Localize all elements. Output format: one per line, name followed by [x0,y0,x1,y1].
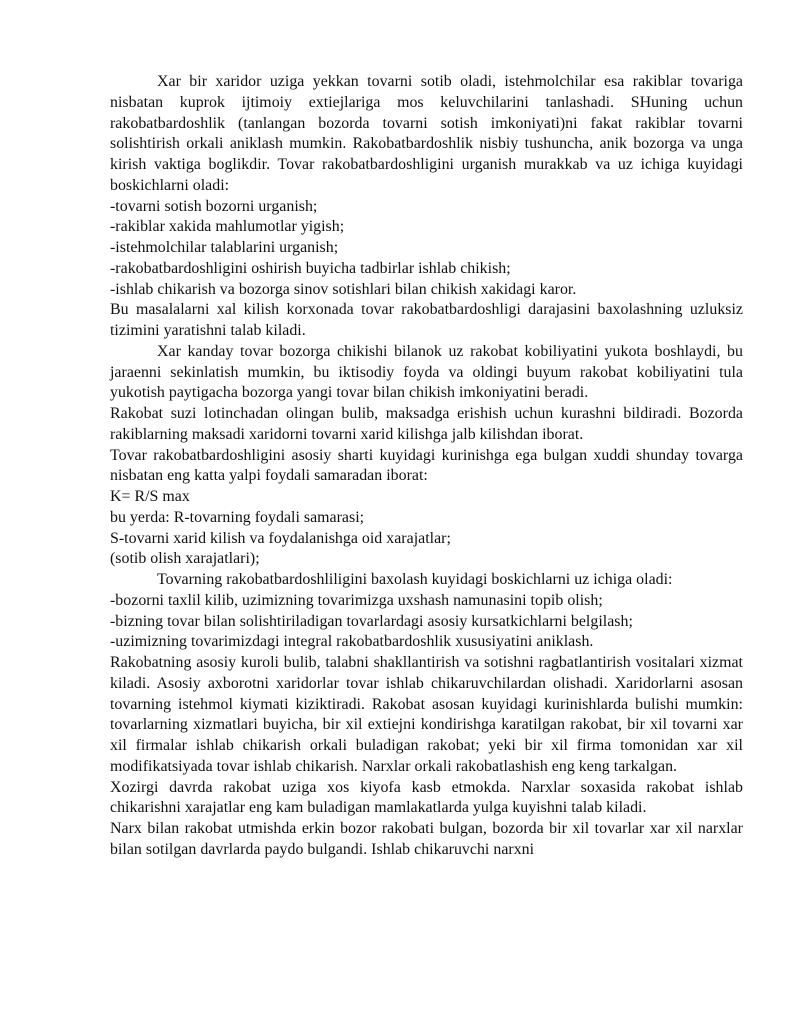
paragraph-8: Xozirgi davrda rakobat uziga xos kiyofa kasb etmokda. Narxlar soxasida rakobat ishlab chikarishni xarajatlar eng kam buladigan mamlakatlarda yulga kuyishni talab kiladi. [110,778,743,817]
definition-line-1: bu yerda: R-tovarning foydali samarasi; [110,508,365,526]
list-item-6: -bozorni taxlil kilib, uzimizning tovarimizga uxshash namunasini topib olish; [110,591,603,609]
list-item-4: -rakobatbardoshligini oshirish buyicha tadbirlar ishlab chikish; [110,259,511,277]
list-item-2: -rakiblar xakida mahlumotlar yigish; [110,218,345,236]
list-item-3: -istehmolchilar talablarini urganish; [110,239,339,256]
paragraph-2: Bu masalalarni xal kilish korxonada tovar rakobatbardoshligi darajasini baxolashning uzluksiz tizimini yaratishni talab kiladi. [110,301,743,339]
definition-line-3: (sotib olish xarajatlari); [110,550,260,568]
document-page [110,72,743,861]
list-item-8: -uzimizning tovarimizdagi integral rakobatbardoshlik xususiyatini aniklash. [110,633,594,651]
list-item-1: -tovarni sotish bozorni urganish; [110,197,318,215]
paragraph-1: Xar bir xaridor uziga yekkan tovarni sotib oladi, istehmolchilar esa rakiblar tovariga nisbatan kuprok ijtimoiy extiejlariga mos keluvchilarini tanlashadi. SHuning uchun rakobatbardoshlik (tanlangan bozorda tovarni sotish imkoniyati)ni fakat rakiblar tovarni solishtirish orkali aniklash mumkin. Rakobatbardoshlik nisbiy tushuncha, anik bozorga va unga kirish vaktiga boglikdir. Tovar rakobatbardoshligini urganish murakkab va uz ichiga kuyidagi boskichlarni oladi: [110,73,743,194]
list-item-7: -bizning tovar bilan solishtiriladigan tovarlardagi asosiy kursatkichlarni belgilash; [110,612,633,630]
paragraph-5: Tovar rakobatbardoshligini asosiy sharti kuyidagi kurinishga ega bulgan xuddi shunday tovarga nisbatan eng katta yalpi foydali samaradan iborat: [110,446,743,485]
paragraph-9: Narx bilan rakobat utmishda erkin bozor rakobati bulgan, bozorda bir xil tovarlar xar xil narxlar bilan sotilgan davrlarda paydo bulgandi. Ishlab chikaruvchi narxni [110,820,743,858]
paragraph-3: Xar kanday tovar bozorga chikishi bilanok uz rakobat kobiliyatini yukota boshlaydi, bu jaraenni sekinlatish mumkin, bu iktisodiy foyda va oldingi buyum rakobat kobiliyatini tula yukotish paytigacha bozorga yangi tovar bilan chikish imkoniyatini beradi. [110,342,743,402]
list-item-5: -ishlab chikarish va bozorga sinov sotishlari bilan chikish xakidagi karor. [110,280,577,298]
paragraph-7: Rakobatning asosiy kuroli bulib, talabni shakllantirish va sotishni ragbatlantirish vositalari xizmat kiladi. Asosiy axborotni xaridorlar tovar ishlab chikaruvchilardan olishadi. Xaridorlarni asosan tovarning istehmol kiymati kiziktiradi. Rakobat asosan kuyidagi kurinishlarda bulishi mumkin: tovarlarning xizmatlari buyicha, bir xil extiejni kondirishga karatilgan rakobat, bir xil tovarni xar xil firmalar ishlab chikarish orkali buladigan rakobat; yeki bir xil firma tomonidan xar xil modifikatsiyada tovar ishlab chikarish. Narxlar orkali rakobatlashish eng keng tarkalgan. [110,654,743,775]
formula-line: K= R/S max [110,488,190,505]
paragraph-6: Tovarning rakobatbardoshliligini baxolash kuyidagi boskichlarni uz ichiga oladi: [157,571,673,588]
paragraph-4: Rakobat suzi lotinchadan olingan bulib, maksadga erishish uchun kurashni bildiradi. Bozorda rakiblarning maksadi xaridorni tovarni xarid kilishga jalb kilishdan iborat. [110,405,743,443]
definition-line-2: S-tovarni xarid kilish va foydalanishga oid xarajatlar; [110,529,451,547]
